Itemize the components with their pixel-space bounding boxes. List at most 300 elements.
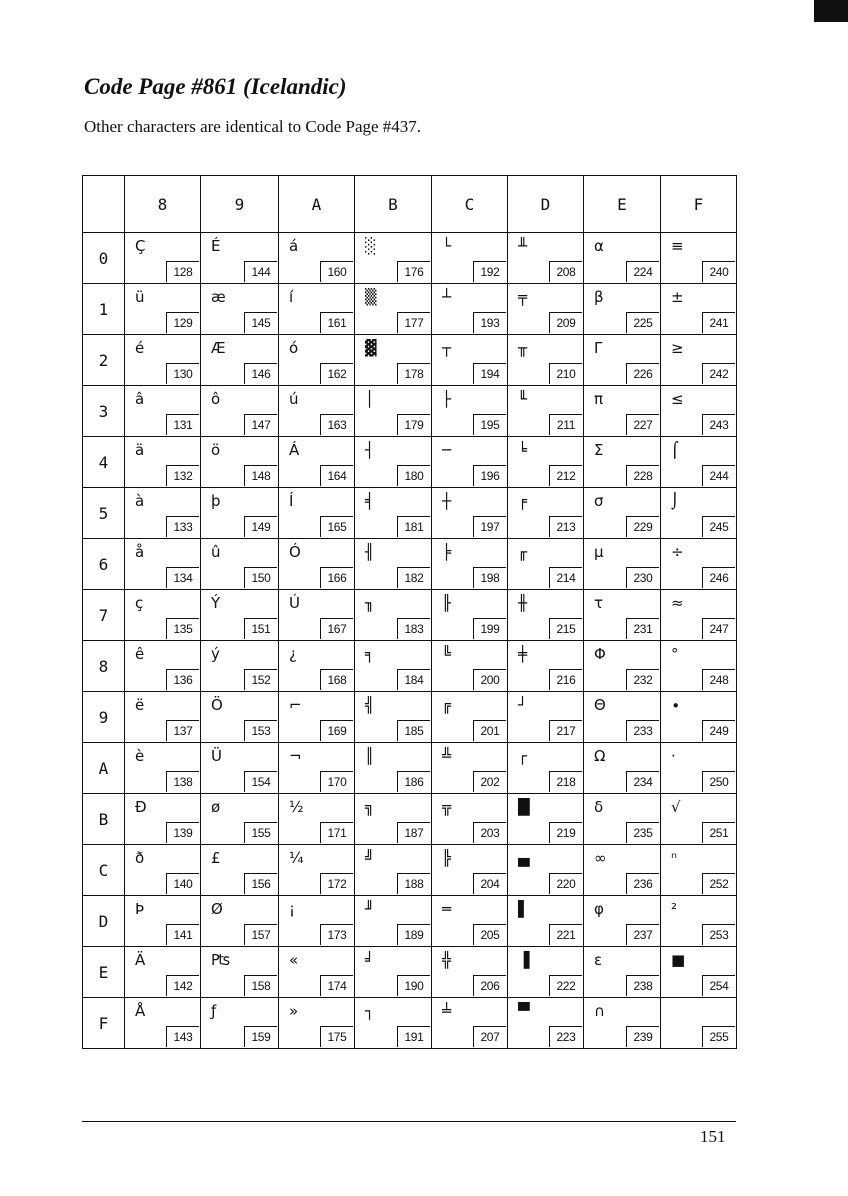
char-cell (201, 284, 279, 335)
char-cell (125, 437, 201, 488)
char-cell (432, 437, 508, 488)
char-code: 161 (320, 312, 353, 333)
char-cell (125, 488, 201, 539)
char-code: 252 (702, 873, 735, 894)
char-glyph: Þ (135, 900, 145, 918)
char-glyph: │ (365, 390, 375, 408)
char-cell (125, 845, 201, 896)
table-row (83, 743, 737, 794)
char-glyph: ≥ (671, 339, 684, 357)
char-cell (279, 284, 355, 335)
char-cell (584, 641, 661, 692)
table-row (83, 539, 737, 590)
char-cell (279, 692, 355, 743)
char-code: 232 (626, 669, 659, 690)
char-glyph: ¬ (289, 747, 302, 765)
char-cell (661, 794, 737, 845)
char-code: 225 (626, 312, 659, 333)
table-row (83, 947, 737, 998)
table-row (83, 284, 737, 335)
char-code: 182 (397, 567, 430, 588)
char-code: 238 (626, 975, 659, 996)
char-code: 241 (702, 312, 735, 333)
char-code: 196 (473, 465, 506, 486)
char-glyph: β (594, 288, 604, 306)
char-glyph: Ü (211, 747, 222, 765)
char-code: 172 (320, 873, 353, 894)
char-cell (584, 335, 661, 386)
char-cell (661, 845, 737, 896)
char-code: 189 (397, 924, 430, 945)
char-glyph: · (671, 747, 676, 765)
char-code: 202 (473, 771, 506, 792)
char-glyph: ╒ (518, 492, 528, 510)
char-code: 143 (166, 1026, 199, 1047)
column-header: E (584, 176, 661, 233)
char-code: 253 (702, 924, 735, 945)
row-header: F (83, 998, 125, 1049)
char-code: 204 (473, 873, 506, 894)
char-code: 207 (473, 1026, 506, 1047)
char-code: 222 (549, 975, 582, 996)
char-glyph: Θ (594, 696, 606, 714)
char-cell (508, 743, 584, 794)
char-code: 137 (166, 720, 199, 741)
char-code: 247 (702, 618, 735, 639)
char-code: 156 (244, 873, 277, 894)
char-cell (355, 743, 432, 794)
char-glyph: ■ (671, 951, 686, 969)
char-glyph: Ú (289, 594, 300, 612)
char-cell (201, 947, 279, 998)
char-glyph: ╩ (442, 747, 452, 765)
char-code: 245 (702, 516, 735, 537)
char-cell (279, 794, 355, 845)
char-cell (355, 845, 432, 896)
char-code: 235 (626, 822, 659, 843)
char-glyph: φ (594, 900, 604, 918)
char-code: 184 (397, 669, 430, 690)
char-glyph: £ (211, 849, 221, 867)
char-cell (432, 335, 508, 386)
char-cell (508, 284, 584, 335)
footer-rule (82, 1121, 736, 1122)
char-glyph: ╜ (365, 900, 375, 918)
char-code: 212 (549, 465, 582, 486)
header-row (83, 176, 737, 233)
char-cell (201, 590, 279, 641)
char-code: 254 (702, 975, 735, 996)
char-cell (279, 233, 355, 284)
char-code: 132 (166, 465, 199, 486)
char-cell (125, 998, 201, 1049)
char-code: 230 (626, 567, 659, 588)
char-cell (279, 641, 355, 692)
char-cell (508, 386, 584, 437)
char-cell (508, 590, 584, 641)
char-cell (661, 488, 737, 539)
char-cell (508, 437, 584, 488)
char-code: 188 (397, 873, 430, 894)
char-code: 255 (702, 1026, 735, 1047)
char-glyph: á (289, 237, 299, 255)
char-cell (201, 641, 279, 692)
column-header: 9 (201, 176, 279, 233)
char-code: 228 (626, 465, 659, 486)
char-code: 192 (473, 261, 506, 282)
char-glyph: å (135, 543, 145, 561)
char-cell (432, 845, 508, 896)
char-glyph: ⌠ (671, 441, 679, 459)
char-cell (201, 539, 279, 590)
char-glyph: ╬ (442, 951, 452, 969)
table-row (83, 641, 737, 692)
char-glyph: ╓ (518, 543, 528, 561)
char-cell (201, 335, 279, 386)
char-code: 187 (397, 822, 430, 843)
char-glyph: ë (135, 696, 145, 714)
char-glyph: Ó (289, 543, 301, 561)
char-code: 213 (549, 516, 582, 537)
char-cell (432, 233, 508, 284)
char-code: 216 (549, 669, 582, 690)
char-code: 233 (626, 720, 659, 741)
char-code: 210 (549, 363, 582, 384)
char-code: 166 (320, 567, 353, 588)
char-code: 215 (549, 618, 582, 639)
char-glyph: ⁿ (671, 849, 677, 867)
row-header: D (83, 896, 125, 947)
char-cell (201, 794, 279, 845)
char-cell (432, 692, 508, 743)
char-glyph: ¡ (289, 900, 296, 918)
char-cell (584, 947, 661, 998)
char-cell (279, 386, 355, 437)
char-code: 128 (166, 261, 199, 282)
char-glyph: û (211, 543, 221, 561)
char-glyph: ╪ (518, 645, 528, 663)
char-glyph: α (594, 237, 604, 255)
char-cell (432, 947, 508, 998)
char-cell (432, 743, 508, 794)
char-glyph: Å (135, 1002, 146, 1020)
char-glyph: ≡ (671, 237, 684, 255)
char-cell (201, 488, 279, 539)
char-code: 226 (626, 363, 659, 384)
table-row (83, 386, 737, 437)
char-code: 142 (166, 975, 199, 996)
char-glyph: ≤ (671, 390, 684, 408)
char-cell (201, 692, 279, 743)
char-code: 175 (320, 1026, 353, 1047)
code-page-table (82, 175, 737, 1049)
char-code: 251 (702, 822, 735, 843)
char-glyph: ─ (442, 441, 452, 459)
char-code: 208 (549, 261, 582, 282)
char-glyph: ╢ (365, 543, 375, 561)
char-code: 141 (166, 924, 199, 945)
char-code: 163 (320, 414, 353, 435)
char-code: 165 (320, 516, 353, 537)
char-glyph: √ (671, 798, 681, 816)
char-cell (355, 437, 432, 488)
char-cell (355, 947, 432, 998)
char-code: 147 (244, 414, 277, 435)
char-glyph: ¿ (289, 645, 297, 663)
char-code: 203 (473, 822, 506, 843)
char-cell (584, 896, 661, 947)
char-cell (201, 743, 279, 794)
char-glyph: ║ (365, 747, 375, 765)
char-glyph: ε (594, 951, 603, 969)
char-glyph: ▄ (518, 849, 530, 867)
char-glyph: ° (671, 645, 679, 663)
char-glyph: ð (135, 849, 145, 867)
table-row (83, 488, 737, 539)
char-cell (661, 998, 737, 1049)
char-code: 217 (549, 720, 582, 741)
char-code: 185 (397, 720, 430, 741)
char-code: 151 (244, 618, 277, 639)
char-glyph: ╣ (365, 696, 375, 714)
char-code: 234 (626, 771, 659, 792)
char-cell (201, 386, 279, 437)
char-glyph: Ä (135, 951, 146, 969)
corner-mark (814, 0, 848, 22)
char-cell (584, 794, 661, 845)
char-glyph: ø (211, 798, 221, 816)
row-header: B (83, 794, 125, 845)
char-code: 157 (244, 924, 277, 945)
column-header: 8 (125, 176, 201, 233)
char-glyph: ╥ (518, 339, 528, 357)
char-cell (584, 437, 661, 488)
char-code: 173 (320, 924, 353, 945)
char-glyph: Ç (135, 237, 146, 255)
row-header: A (83, 743, 125, 794)
char-code: 134 (166, 567, 199, 588)
char-code: 246 (702, 567, 735, 588)
char-code: 129 (166, 312, 199, 333)
char-cell (584, 845, 661, 896)
char-code: 154 (244, 771, 277, 792)
char-cell (508, 233, 584, 284)
char-cell (508, 539, 584, 590)
char-glyph: ╛ (365, 951, 375, 969)
char-cell (432, 896, 508, 947)
char-cell (661, 896, 737, 947)
char-glyph: Ω (594, 747, 606, 765)
char-glyph: ä (135, 441, 145, 459)
char-glyph: ╤ (518, 288, 528, 306)
char-code: 219 (549, 822, 582, 843)
char-glyph: à (135, 492, 145, 510)
char-glyph: ┤ (365, 441, 375, 459)
char-code: 195 (473, 414, 506, 435)
char-cell (584, 284, 661, 335)
char-glyph: ≈ (671, 594, 684, 612)
char-glyph: ▒ (365, 288, 377, 306)
char-glyph: Ø (211, 900, 223, 918)
char-glyph: ╚ (442, 645, 452, 663)
char-cell (125, 794, 201, 845)
char-glyph: ┬ (442, 339, 452, 357)
char-cell (584, 488, 661, 539)
char-glyph: ░ (365, 237, 377, 255)
char-cell (355, 284, 432, 335)
char-glyph: ╧ (442, 1002, 452, 1020)
row-header: 7 (83, 590, 125, 641)
row-header: 3 (83, 386, 125, 437)
char-code: 160 (320, 261, 353, 282)
char-cell (661, 692, 737, 743)
char-glyph: ┘ (518, 696, 528, 714)
char-code: 150 (244, 567, 277, 588)
char-cell (432, 590, 508, 641)
char-code: 198 (473, 567, 506, 588)
char-code: 144 (244, 261, 277, 282)
char-cell (279, 896, 355, 947)
char-cell (355, 539, 432, 590)
char-code: 168 (320, 669, 353, 690)
row-header: 5 (83, 488, 125, 539)
char-glyph: ç (135, 594, 144, 612)
char-cell (125, 896, 201, 947)
page-title: Code Page #861 (Icelandic) (84, 74, 347, 99)
char-glyph: ▌ (518, 900, 530, 918)
char-glyph: Ð (135, 798, 147, 816)
char-glyph: ∙ (671, 696, 681, 714)
table-row (83, 845, 737, 896)
char-cell (508, 947, 584, 998)
char-glyph: ╠ (442, 849, 452, 867)
char-glyph: └ (442, 237, 452, 255)
char-glyph: ▓ (365, 339, 377, 357)
char-code: 178 (397, 363, 430, 384)
char-cell (201, 437, 279, 488)
char-code: 248 (702, 669, 735, 690)
char-glyph: í (289, 288, 294, 306)
char-glyph: ▀ (518, 1002, 530, 1020)
char-glyph: Σ (594, 441, 604, 459)
char-code: 223 (549, 1026, 582, 1047)
char-glyph: ╕ (365, 645, 375, 663)
char-code: 201 (473, 720, 506, 741)
char-glyph: Φ (594, 645, 606, 663)
char-glyph: ƒ (211, 1002, 217, 1020)
char-code: 158 (244, 975, 277, 996)
char-cell (355, 896, 432, 947)
char-glyph: Γ (594, 339, 603, 357)
char-code: 231 (626, 618, 659, 639)
char-glyph: σ (594, 492, 604, 510)
char-code: 146 (244, 363, 277, 384)
char-glyph: ├ (442, 390, 452, 408)
char-cell (508, 998, 584, 1049)
char-cell (125, 539, 201, 590)
char-code: 183 (397, 618, 430, 639)
char-code: 240 (702, 261, 735, 282)
char-cell (584, 386, 661, 437)
char-code: 138 (166, 771, 199, 792)
column-header: D (508, 176, 584, 233)
page-subtitle: Other characters are identical to Code Page #437. (84, 117, 422, 136)
char-glyph: Ö (211, 696, 223, 714)
char-glyph: þ (211, 492, 221, 510)
char-cell (508, 488, 584, 539)
char-code: 174 (320, 975, 353, 996)
char-glyph: ± (671, 288, 684, 306)
char-cell (661, 335, 737, 386)
char-code: 169 (320, 720, 353, 741)
char-code: 243 (702, 414, 735, 435)
row-header: 0 (83, 233, 125, 284)
char-cell (125, 284, 201, 335)
char-code: 164 (320, 465, 353, 486)
char-cell (661, 947, 737, 998)
column-header: F (661, 176, 737, 233)
char-cell (201, 896, 279, 947)
char-code: 227 (626, 414, 659, 435)
char-glyph: ▐ (518, 951, 530, 969)
char-code: 220 (549, 873, 582, 894)
char-code: 170 (320, 771, 353, 792)
row-header: E (83, 947, 125, 998)
char-glyph: ÷ (671, 543, 684, 561)
char-code: 159 (244, 1026, 277, 1047)
char-code: 171 (320, 822, 353, 843)
char-code: 236 (626, 873, 659, 894)
char-glyph: ┴ (442, 288, 452, 306)
char-code: 205 (473, 924, 506, 945)
char-code: 131 (166, 414, 199, 435)
table-row (83, 692, 737, 743)
char-cell (661, 743, 737, 794)
char-glyph: τ (594, 594, 604, 612)
char-cell (355, 488, 432, 539)
char-cell (279, 998, 355, 1049)
char-code: 199 (473, 618, 506, 639)
char-cell (279, 743, 355, 794)
char-code: 224 (626, 261, 659, 282)
char-glyph: ₧ (211, 951, 231, 969)
char-cell (355, 998, 432, 1049)
char-cell (279, 590, 355, 641)
char-code: 239 (626, 1026, 659, 1047)
table-row (83, 335, 737, 386)
char-cell (355, 590, 432, 641)
char-cell (432, 794, 508, 845)
char-glyph: ² (671, 900, 678, 918)
char-glyph: ý (211, 645, 220, 663)
char-code: 214 (549, 567, 582, 588)
char-cell (355, 641, 432, 692)
char-code: 153 (244, 720, 277, 741)
char-code: 135 (166, 618, 199, 639)
char-glyph: ∩ (594, 1002, 605, 1020)
char-cell (432, 539, 508, 590)
char-glyph: ┼ (442, 492, 452, 510)
char-code: 193 (473, 312, 506, 333)
char-cell (432, 284, 508, 335)
char-code: 181 (397, 516, 430, 537)
char-cell (584, 692, 661, 743)
char-code: 136 (166, 669, 199, 690)
char-glyph: ═ (442, 900, 452, 918)
row-header: C (83, 845, 125, 896)
char-glyph: ╙ (518, 390, 528, 408)
char-cell (125, 233, 201, 284)
